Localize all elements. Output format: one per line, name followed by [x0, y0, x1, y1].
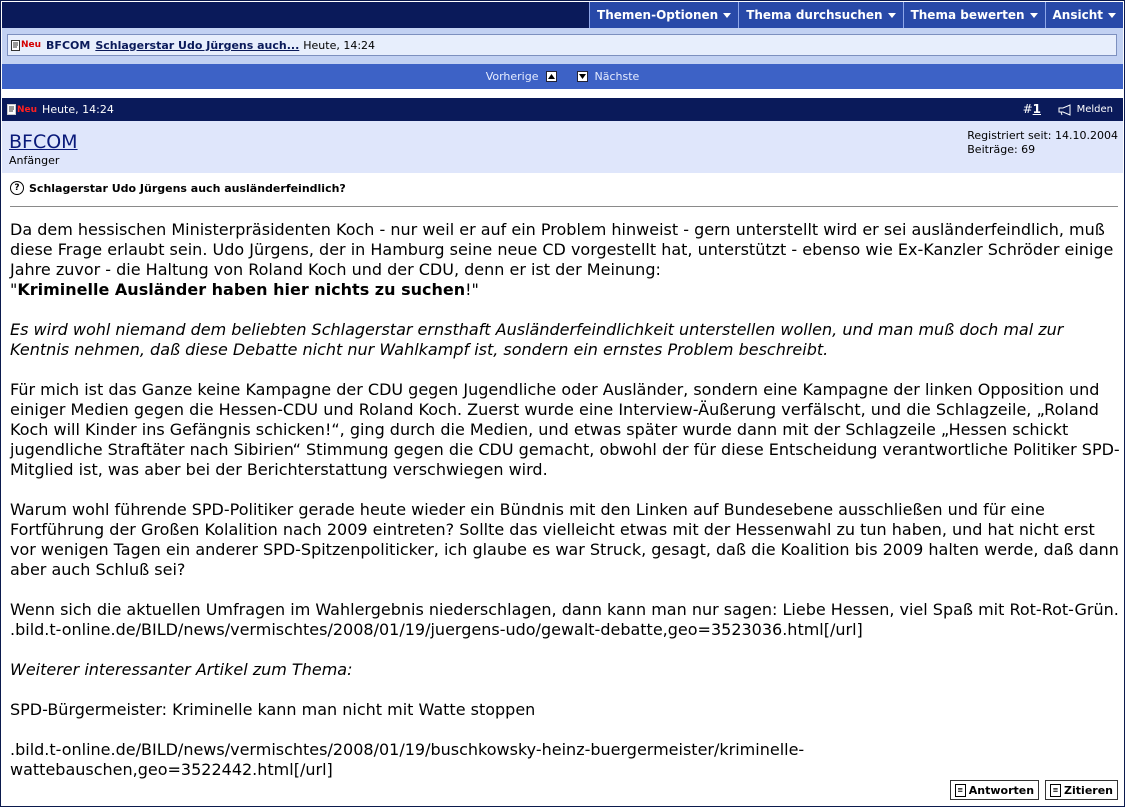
menu-search-thread[interactable] [738, 2, 902, 28]
message-paragraph: Für mich ist das Ganze keine Kampagne der CDU gegen Jugendliche oder Ausländer, sondern eine Kampagne der linken Opposition und einiger Medien gegen die Hessen-CDU und Roland Koch. Zuerst wurde eine Interview-Äußerung verfälscht, und die Schlagzeile, „Roland Koch will Kinder ins Gefängnis schicken!“, ging durch die Medien, und etwas später wurde dann mit der Schlagzeile „Hessen schickt jugendliche Straftäter nach Sibirien“ Stimmung gegen die CDU gemacht, obwohl der für diese Entscheidung verantwortliche Politiker SPD-Mitglied ist, was aber bei der Berichterstattung verschwiegen wird. [10, 380, 1120, 479]
thread-summary-row [2, 28, 1123, 64]
question-icon: ? [10, 181, 24, 195]
menu-rate-thread[interactable] [903, 2, 1045, 28]
user-title: Anfänger [9, 154, 60, 167]
post-title-text: Schlagerstar Udo Jürgens auch ausländerfeindlich? [29, 181, 346, 195]
report-post-button[interactable] [1058, 98, 1113, 121]
arrow-up-icon[interactable] [546, 71, 557, 82]
megaphone-icon [1058, 104, 1074, 116]
quote-label: Zitieren [1064, 783, 1113, 797]
reply-button[interactable] [950, 780, 1039, 800]
thread-author: BFCOM [46, 38, 91, 52]
thread-summary-box [7, 34, 1117, 56]
menu-view[interactable] [1045, 2, 1123, 28]
message-paragraph [10, 220, 1122, 300]
menu-thread-options-label: Themen-Optionen [597, 8, 719, 22]
message-paragraph: Es wird wohl niemand dem beliebten Schlagerstar ernsthaft Ausländerfeindlichkeit unterstellen wollen, und man muß doch mal zur Kentnis nehmen, daß diese Debatte nicht nur Wahlkampf ist, sondern ein ernstes Problem beschreibt. [10, 320, 1064, 359]
user-info-panel [2, 121, 1123, 173]
bold-quote: Kriminelle Ausländer haben hier nichts zu suchen [17, 280, 466, 299]
registration-date: Registriert seit: 14.10.2004 [967, 129, 1118, 142]
message-paragraph: Warum wohl führende SPD-Politiker gerade heute wieder ein Bündnis mit den Linken auf Bundesebene ausschließen und für eine Fortführung der Großen Kolalition nach 2009 eintreten? Sollte das vielleicht etwas mit der Hessenwahl zu tun haben, und hat nicht erst vor wenigen Tagen ein anderer SPD-Spitzenpoliticker, ich glaube es war Struck, gesagt, daß die Koalition bis 2009 halten werde, daß dann aber auch Schluß sei? [10, 500, 1119, 579]
post-time: Heute, 14:24 [42, 103, 114, 116]
message-paragraph: Weiterer interessanter Artikel zum Thema: [10, 660, 353, 679]
post-number [1023, 98, 1041, 121]
post-message [10, 220, 1122, 800]
prev-thread-link[interactable]: Vorherige [485, 70, 539, 83]
post-number-link[interactable]: 1 [1032, 102, 1041, 116]
post-header [2, 98, 1123, 121]
menu-search-thread-label: Thema durchsuchen [746, 8, 883, 22]
reply-icon: ≡ [955, 784, 966, 797]
menu-thread-options[interactable] [589, 2, 738, 28]
prev-next-bar [2, 64, 1123, 89]
quote-button[interactable] [1045, 780, 1118, 800]
message-paragraph: .bild.t-online.de/BILD/news/vermischtes/2008/01/19/buschkowsky-heinz-buergermeister/kriminelle-wattebauschen,geo=3522442.html[/url] [10, 740, 805, 779]
spacer [2, 89, 1123, 98]
menu-view-label: Ansicht [1052, 8, 1103, 22]
message-paragraph: SPD-Bürgermeister: Kriminelle kann man nicht mit Watte stoppen [10, 700, 536, 719]
reply-label: Antworten [968, 783, 1035, 797]
user-stats [967, 129, 1118, 157]
post-new-badge: Neu [17, 104, 38, 115]
post-number-prefix: # [1022, 102, 1033, 116]
chevron-down-icon [888, 13, 896, 18]
divider [10, 206, 1118, 207]
post-body [2, 173, 1123, 806]
quote-mark: " [10, 280, 18, 299]
new-badge: Neu [21, 40, 42, 50]
quote-mark: !" [465, 280, 479, 299]
post-title [10, 181, 346, 195]
menu-rate-thread-label: Thema bewerten [910, 8, 1025, 22]
paragraph-text: Da dem hessischen Ministerpräsidenten Koch - nur weil er auf ein Problem hinweist - gern unterstellt wird er sei ausländerfeindlich, muß diese Frage erlaubt sein. Udo Jürgens, der in Hamburg seine neue CD vorgestellt hat, unterstützt - ebenso wie Ex-Kanzler Schröder einige Jahre zuvor - die Haltung von Roland Koch und der CDU, denn er ist der Meinung: [10, 220, 1114, 279]
chevron-down-icon [1108, 13, 1116, 18]
post-icon [7, 104, 17, 115]
thread-title-link[interactable]: Schlagerstar Udo Jürgens auch... [95, 38, 300, 52]
thread-tools-bar [2, 2, 1123, 28]
thread-menu [589, 2, 1123, 28]
message-paragraph: Wenn sich die aktuellen Umfragen im Wahlergebnis niederschlagen, dann kann man nur sagen: Liebe Hessen, viel Spaß mit Rot-Rot-Grün. .bild.t-online.de/BILD/news/vermischtes/2008/01/19/juergens-udo/gewalt-debatte,geo=3523036.html[/url] [10, 600, 1119, 639]
post-count: Beiträge: 69 [967, 143, 1036, 156]
next-thread-link[interactable]: Nächste [594, 70, 640, 83]
thread-time: Heute, 14:24 [303, 38, 376, 52]
chevron-down-icon [1030, 13, 1038, 18]
report-post-label: Melden [1076, 104, 1113, 115]
post-icon [11, 40, 21, 51]
post-actions [950, 780, 1118, 800]
chevron-down-icon [723, 13, 731, 18]
arrow-down-icon[interactable] [577, 71, 588, 82]
post-username[interactable]: BFCOM [9, 131, 78, 153]
quote-icon: ≡ [1050, 784, 1061, 797]
